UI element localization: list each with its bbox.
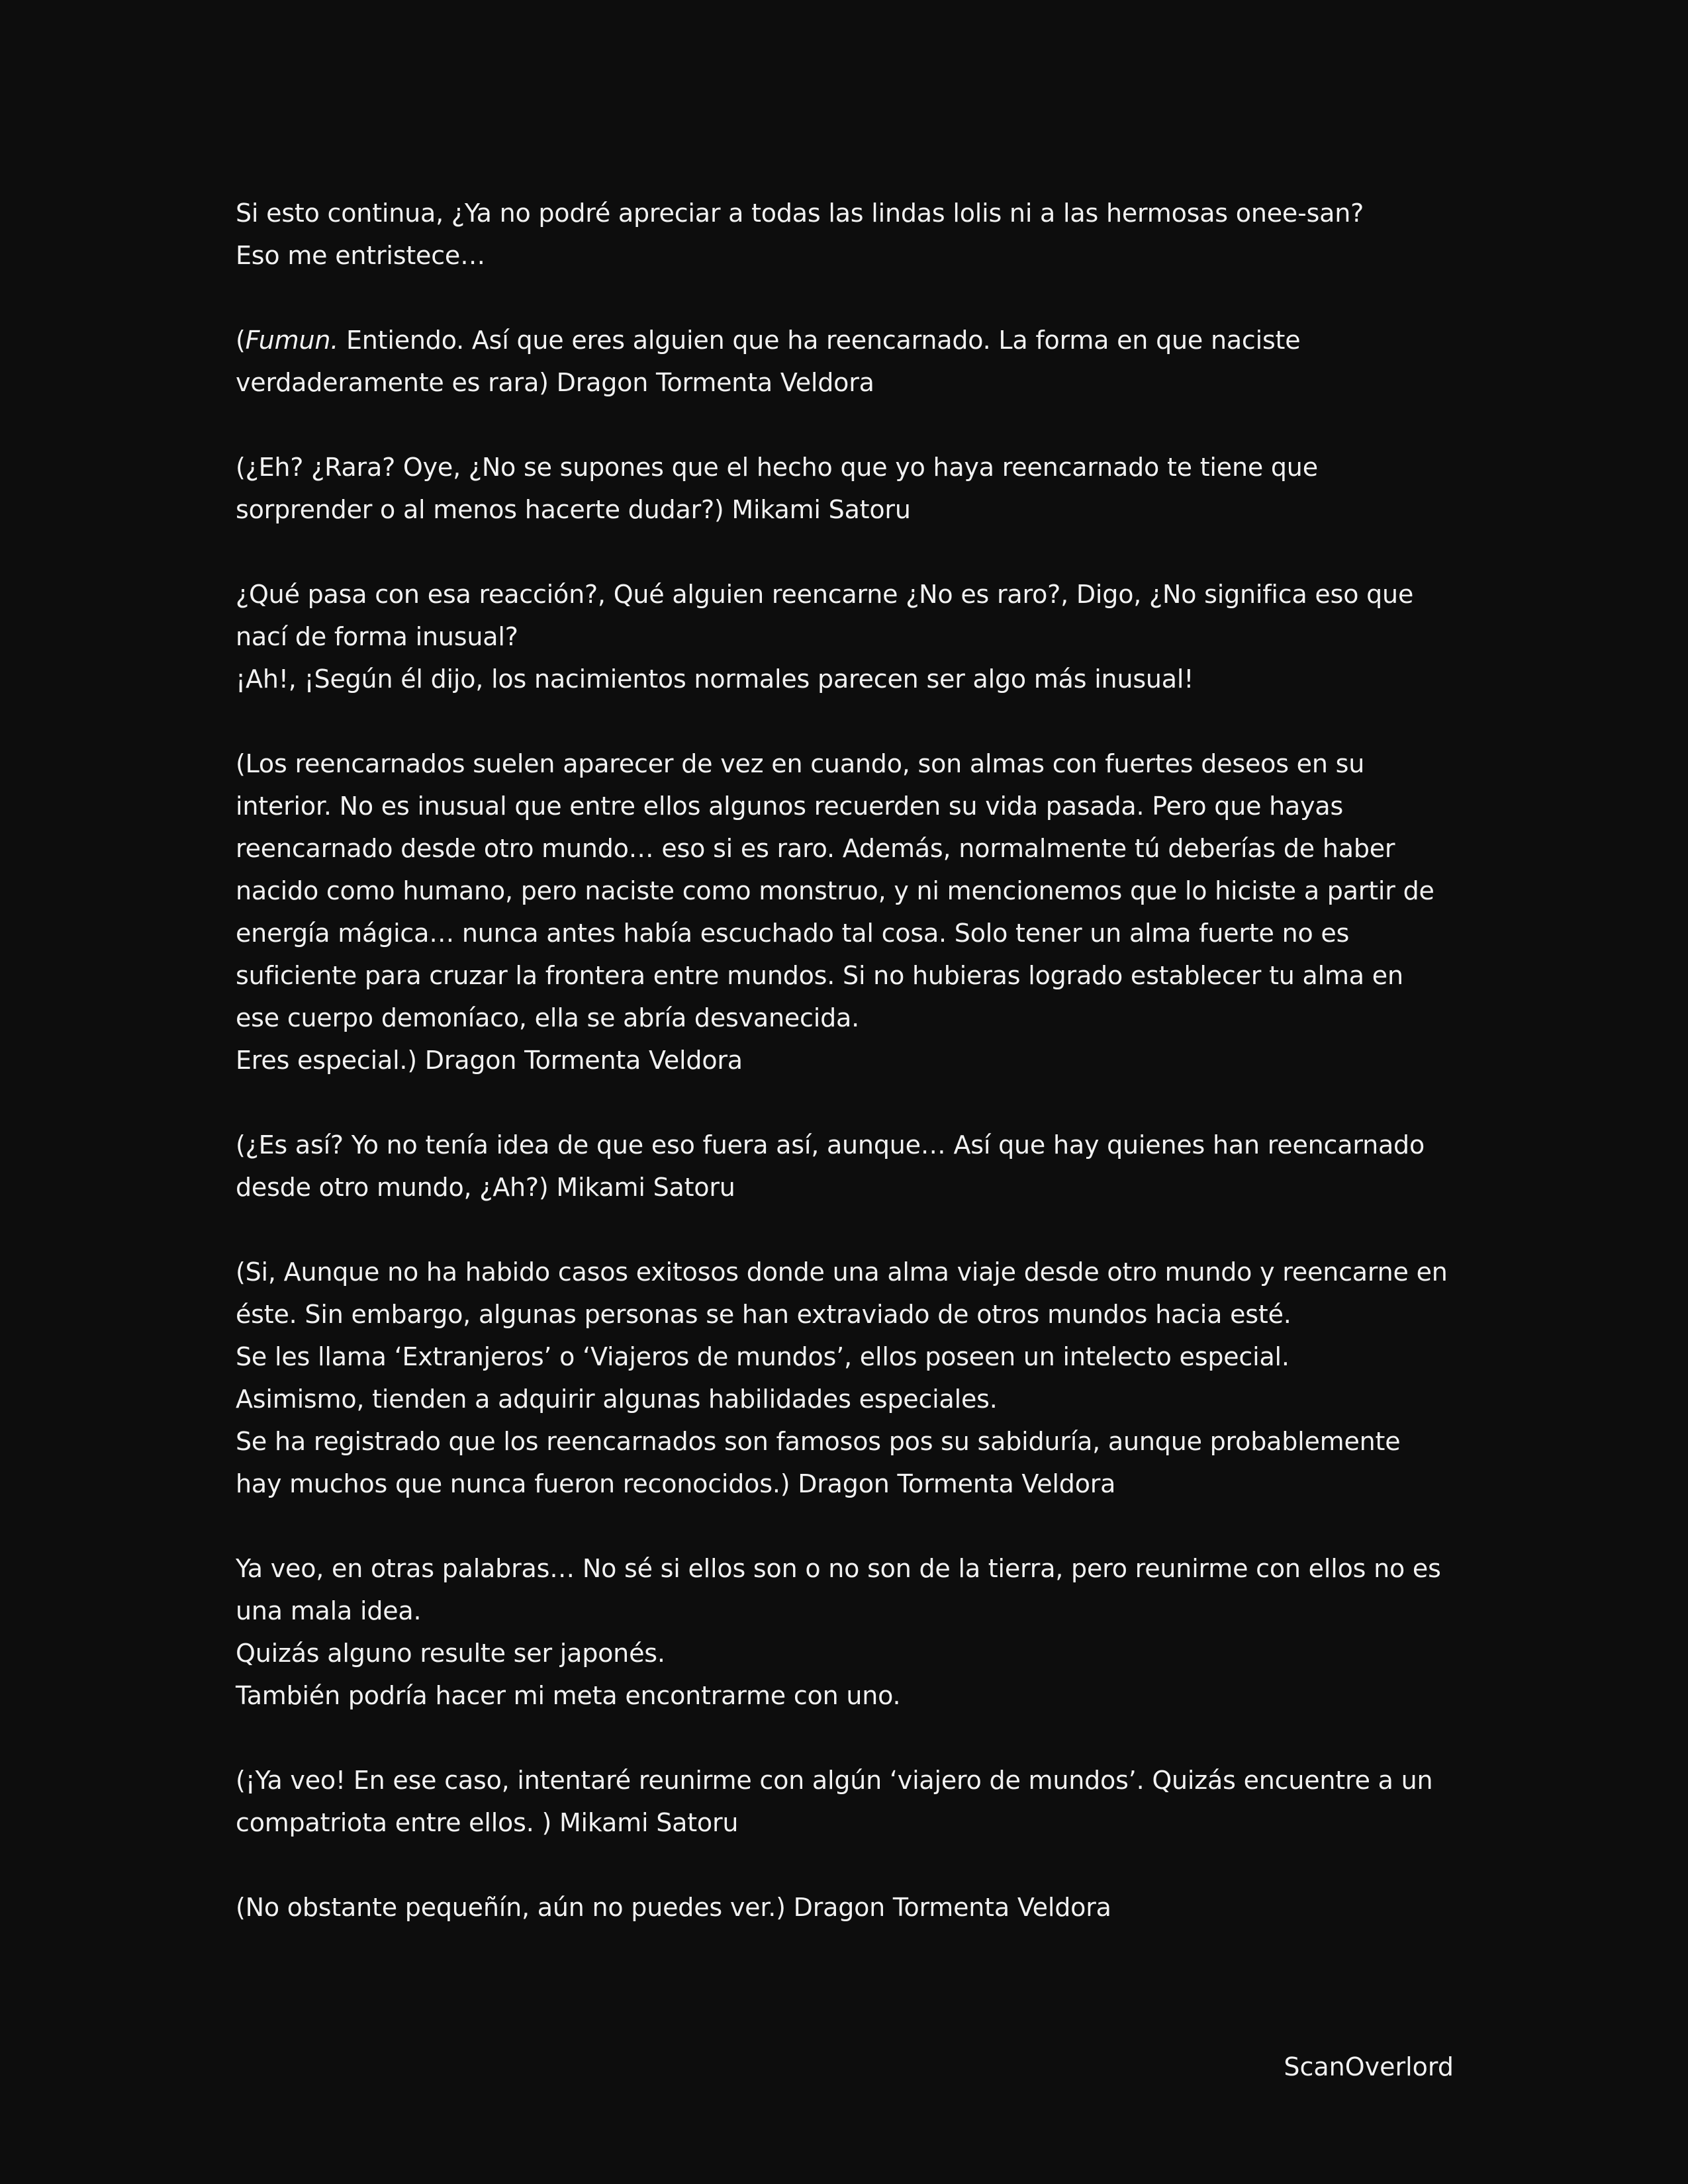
- text-line: Ya veo, en otras palabras… No sé si ellos son o no son de la tierra, pero reunirme con ellos no es una mala idea.: [236, 1554, 1441, 1625]
- text-line: ¡Ah!, ¡Según él dijo, los nacimientos normales parecen ser algo más inusual!: [236, 664, 1194, 694]
- paragraph: [236, 1886, 1454, 1929]
- paragraph: [236, 1124, 1454, 1208]
- text-line: ¿Qué pasa con esa reacción?, Qué alguien reencarne ¿No es raro?, Digo, ¿No significa eso que nací de forma inusual?: [236, 580, 1414, 651]
- text-line: (¿Eh? ¿Rara? Oye, ¿No se supones que el hecho que yo haya reencarnado te tiene que sorprender o al menos hacerte dudar?) Mikami Satoru: [236, 453, 1318, 524]
- text-line: Quizás alguno resulte ser japonés.: [236, 1639, 665, 1668]
- paragraph: [236, 1547, 1454, 1717]
- scanlator-signature: ScanOverlord: [1284, 2052, 1454, 2081]
- text-line: Entiendo. Así que eres alguien que ha reencarnado. La forma en que naciste verdaderamente es rara) Dragon Tormenta Veldora: [236, 326, 1301, 397]
- text-line: Eres especial.) Dragon Tormenta Veldora: [236, 1046, 743, 1075]
- paragraph: [236, 1251, 1454, 1505]
- paragraph: [236, 573, 1454, 700]
- text-line: Se ha registrado que los reencarnados son famosos pos su sabiduría, aunque probablemente hay muchos que nunca fueron reconocidos.) Dragon Tormenta Veldora: [236, 1427, 1401, 1498]
- text-line: (No obstante pequeñín, aún no puedes ver.) Dragon Tormenta Veldora: [236, 1893, 1111, 1922]
- text-line: (Los reencarnados suelen aparecer de vez en cuando, son almas con fuertes deseos en su interior. No es inusual que entre ellos algunos recuerden su vida pasada. Pero que hayas reencarnado desde otro mundo… eso si es raro. Además, normalmente tú deberías de haber nacido como humano, pero naciste como monstruo, y ni mencionemos que lo hiciste a partir de energía mágica… nunca antes había escuchado tal cosa. Solo tener un alma fuerte no es suficiente para cruzar la frontera entre mundos. Si no hubieras logrado establecer tu alma en ese cuerpo demoníaco, ella se abría desvanecida.: [236, 749, 1434, 1032]
- text-open-paren: (: [236, 326, 246, 355]
- text-line: Se les llama ‘Extranjeros’ o ‘Viajeros de mundos’, ellos poseen un intelecto especial.: [236, 1342, 1289, 1371]
- paragraph: [236, 319, 1454, 404]
- text-line: Eso me entristece…: [236, 241, 485, 270]
- document-body: [236, 192, 1454, 1929]
- text-line: Asimismo, tienden a adquirir algunas habilidades especiales.: [236, 1385, 998, 1414]
- paragraph: [236, 1759, 1454, 1844]
- text-line: (¡Ya veo! En ese caso, intentaré reunirme con algún ‘viajero de mundos’. Quizás encuentre a un compatriota entre ellos. ) Mikami Satoru: [236, 1766, 1433, 1837]
- text-line: Si esto continua, ¿Ya no podré apreciar a todas las lindas lolis ni a las hermosas onee-san?: [236, 199, 1364, 228]
- text-line: (¿Es así? Yo no tenía idea de que eso fuera así, aunque… Así que hay quienes han reencarnado desde otro mundo, ¿Ah?) Mikami Satoru: [236, 1130, 1425, 1202]
- text-line: (Si, Aunque no ha habido casos exitosos donde una alma viaje desde otro mundo y reencarne en éste. Sin embargo, algunas personas se han extraviado de otros mundos hacia esté.: [236, 1257, 1448, 1329]
- paragraph: [236, 743, 1454, 1081]
- paragraph: [236, 192, 1454, 277]
- italic-word: Fumun.: [245, 326, 339, 355]
- text-line: También podría hacer mi meta encontrarme con uno.: [236, 1681, 901, 1710]
- paragraph: [236, 446, 1454, 531]
